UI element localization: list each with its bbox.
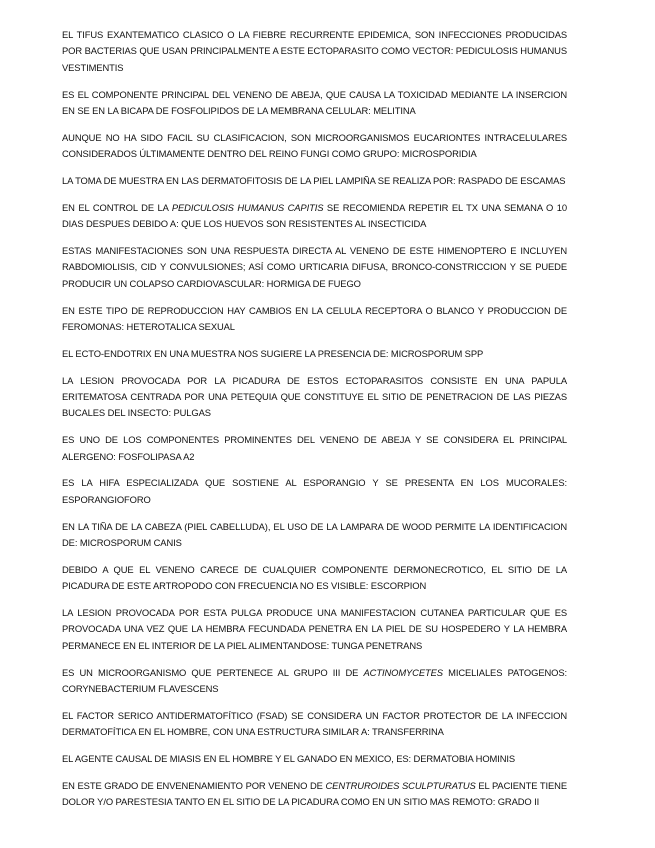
question-paragraph bbox=[62, 130, 567, 163]
question-paragraph bbox=[62, 303, 567, 336]
question-paragraph bbox=[62, 200, 567, 233]
question-paragraph bbox=[62, 432, 567, 465]
paragraph-text: SE RECOMIENDA REPETIR EL TX UNA SEMANA O 10 DIAS DESPUES DEBIDO A: QUE LOS HUEVOS SON RESISTENTES AL INSECTICIDA bbox=[62, 201, 567, 230]
paragraph-text: LA LESION PROVOCADA POR LA PICADURA DE ESTOS ECTOPARASITOS CONSISTE EN UNA PAPULA ERITEMATOSA CENTRADA POR UNA PETEQUIA QUE CONSTITUYE EL SITIO DE PENETRACION DE LAS PIEZAS BUCALES DEL INSECTO: PULGAS bbox=[62, 374, 567, 419]
paragraph-text: LA LESION PROVOCADA POR ESTA PULGA PRODUCE UNA MANIFESTACION CUTANEA PARTICULAR QUE ES PROVOCADA UNA VEZ QUE LA HEMBRA FECUNDADA PENETRA EN LA PIEL DE SU HOSPEDERO Y LA HEMBRA PERMANECE EN EL INTERIOR DE LA PIEL ALIMENTANDOSE: TUNGA PENETRANS bbox=[62, 607, 567, 651]
paragraph-text: ES UN MICROORGANISMO QUE PERTENECE AL GRUPO III DE bbox=[62, 666, 364, 678]
paragraph-text: ES UNO DE LOS COMPONENTES PROMINENTES DEL VENENO DE ABEJA Y SE CONSIDERA EL PRINCIPAL ALERGENO: FOSFOLIPASA A2 bbox=[62, 434, 567, 462]
paragraph-text: EL FACTOR SERICO ANTIDERMATOFÍTICO (FSAD) SE CONSIDERA UN FACTOR PROTECTOR DE LA INFECCION DERMATOFÍTICA EN EL HOMBRE, CON UNA ESTRUCTURA SIMILAR A: TRANSFERRINA bbox=[62, 709, 567, 738]
question-paragraph bbox=[62, 751, 567, 767]
paragraph-text: EN LA TIÑA DE LA CABEZA (PIEL CABELLUDA), EL USO DE LA LAMPARA DE WOOD PERMITE LA IDENTIFICACION DE: MICROSPORUM CANIS bbox=[62, 520, 567, 549]
question-paragraph bbox=[62, 665, 567, 698]
paragraph-text: EL ECTO-ENDOTRIX EN UNA MUESTRA NOS SUGIERE LA PRESENCIA DE: MICROSPORUM SPP bbox=[62, 347, 484, 359]
paragraph-text: EL PACIENTE TIENE DOLOR Y/O PARESTESIA TANTO EN EL SITIO DE LA PICADURA COMO EN UN SITIO MAS REMOTO: GRADO II bbox=[62, 779, 567, 808]
italic-term: CENTRUROIDES SCULPTURATUS bbox=[325, 779, 476, 791]
question-paragraph bbox=[62, 605, 567, 654]
question-paragraph bbox=[62, 708, 567, 741]
paragraph-text: EN ESTE TIPO DE REPRODUCCION HAY CAMBIOS EN LA CELULA RECEPTORA O BLANCO Y PRODUCCION DE FEROMONAS: HETEROTALICA SEXUAL bbox=[62, 304, 567, 333]
paragraph-text: AUNQUE NO HA SIDO FACIL SU CLASIFICACION, SON MICROORGANISMOS EUCARIONTES INTRACELULARES CONSIDERADOS ÚLTIMAMENTE DENTRO DEL REINO FUNGI COMO GRUPO: MICROSPORIDIA bbox=[62, 131, 567, 160]
question-paragraph bbox=[62, 562, 567, 595]
paragraph-text: MICELIALES PATOGENOS: CORYNEBACTERIUM FLAVESCENS bbox=[62, 666, 567, 695]
question-paragraph bbox=[62, 173, 567, 189]
paragraph-text: LA TOMA DE MUESTRA EN LAS DERMATOFITOSIS DE LA PIEL LAMPIÑA SE REALIZA POR: RASPADO DE ESCAMAS bbox=[62, 175, 566, 187]
question-paragraph bbox=[62, 243, 567, 292]
italic-term: ACTINOMYCETES bbox=[363, 666, 443, 678]
italic-term: PEDICULOSIS HUMANUS CAPITIS bbox=[171, 201, 324, 213]
question-paragraph bbox=[62, 778, 567, 811]
paragraph-text: ESTAS MANIFESTACIONES SON UNA RESPUESTA DIRECTA AL VENENO DE ESTE HIMENOPTERO E INCLUYEN RABDOMIOLISIS, CID Y CONVULSIONES; ASÍ COMO URTICARIA DIFUSA, BRONCO-CONSTRICCION Y SE PUEDE PRODUCIR UN COLAPSO CARDIOVASCULAR: HORMIGA DE FUEGO bbox=[62, 245, 567, 289]
paragraph-text: EN ESTE GRADO DE ENVENENAMIENTO POR VENENO DE bbox=[62, 779, 326, 791]
paragraph-text: EL AGENTE CAUSAL DE MIASIS EN EL HOMBRE Y EL GANADO EN MEXICO, ES: DERMATOBIA HOMINIS bbox=[62, 753, 516, 765]
question-paragraph bbox=[62, 475, 567, 508]
document-body bbox=[62, 27, 567, 821]
paragraph-text: DEBIDO A QUE EL VENENO CARECE DE CUALQUIER COMPONENTE DERMONECROTICO, EL SITIO DE LA PICADURA DE ESTE ARTROPODO CON FRECUENCIA NO ES VISIBLE: ESCORPION bbox=[62, 563, 567, 592]
paragraph-text: EL TIFUS EXANTEMATICO CLASICO O LA FIEBRE RECURRENTE EPIDEMICA, SON INFECCIONES PRODUCIDAS POR BACTERIAS QUE USAN PRINCIPALMENTE A ESTE ECTOPARASITO COMO VECTOR: PEDICULOSIS HUMANUS VESTIMENTIS bbox=[62, 29, 567, 73]
question-paragraph bbox=[62, 373, 567, 422]
question-paragraph bbox=[62, 346, 567, 362]
question-paragraph bbox=[62, 519, 567, 552]
question-paragraph bbox=[62, 87, 567, 120]
paragraph-text: EN EL CONTROL DE LA bbox=[62, 201, 172, 213]
paragraph-text: ES LA HIFA ESPECIALIZADA QUE SOSTIENE AL ESPORANGIO Y SE PRESENTA EN LOS MUCORALES: ESPORANGIOFORO bbox=[62, 477, 567, 505]
question-paragraph bbox=[62, 27, 567, 76]
paragraph-text: ES EL COMPONENTE PRINCIPAL DEL VENENO DE ABEJA, QUE CAUSA LA TOXICIDAD MEDIANTE LA INSERCION EN SE EN LA BICAPA DE FOSFOLIPIDOS DE LA MEMBRANA CELULAR: MELITINA bbox=[62, 88, 567, 117]
